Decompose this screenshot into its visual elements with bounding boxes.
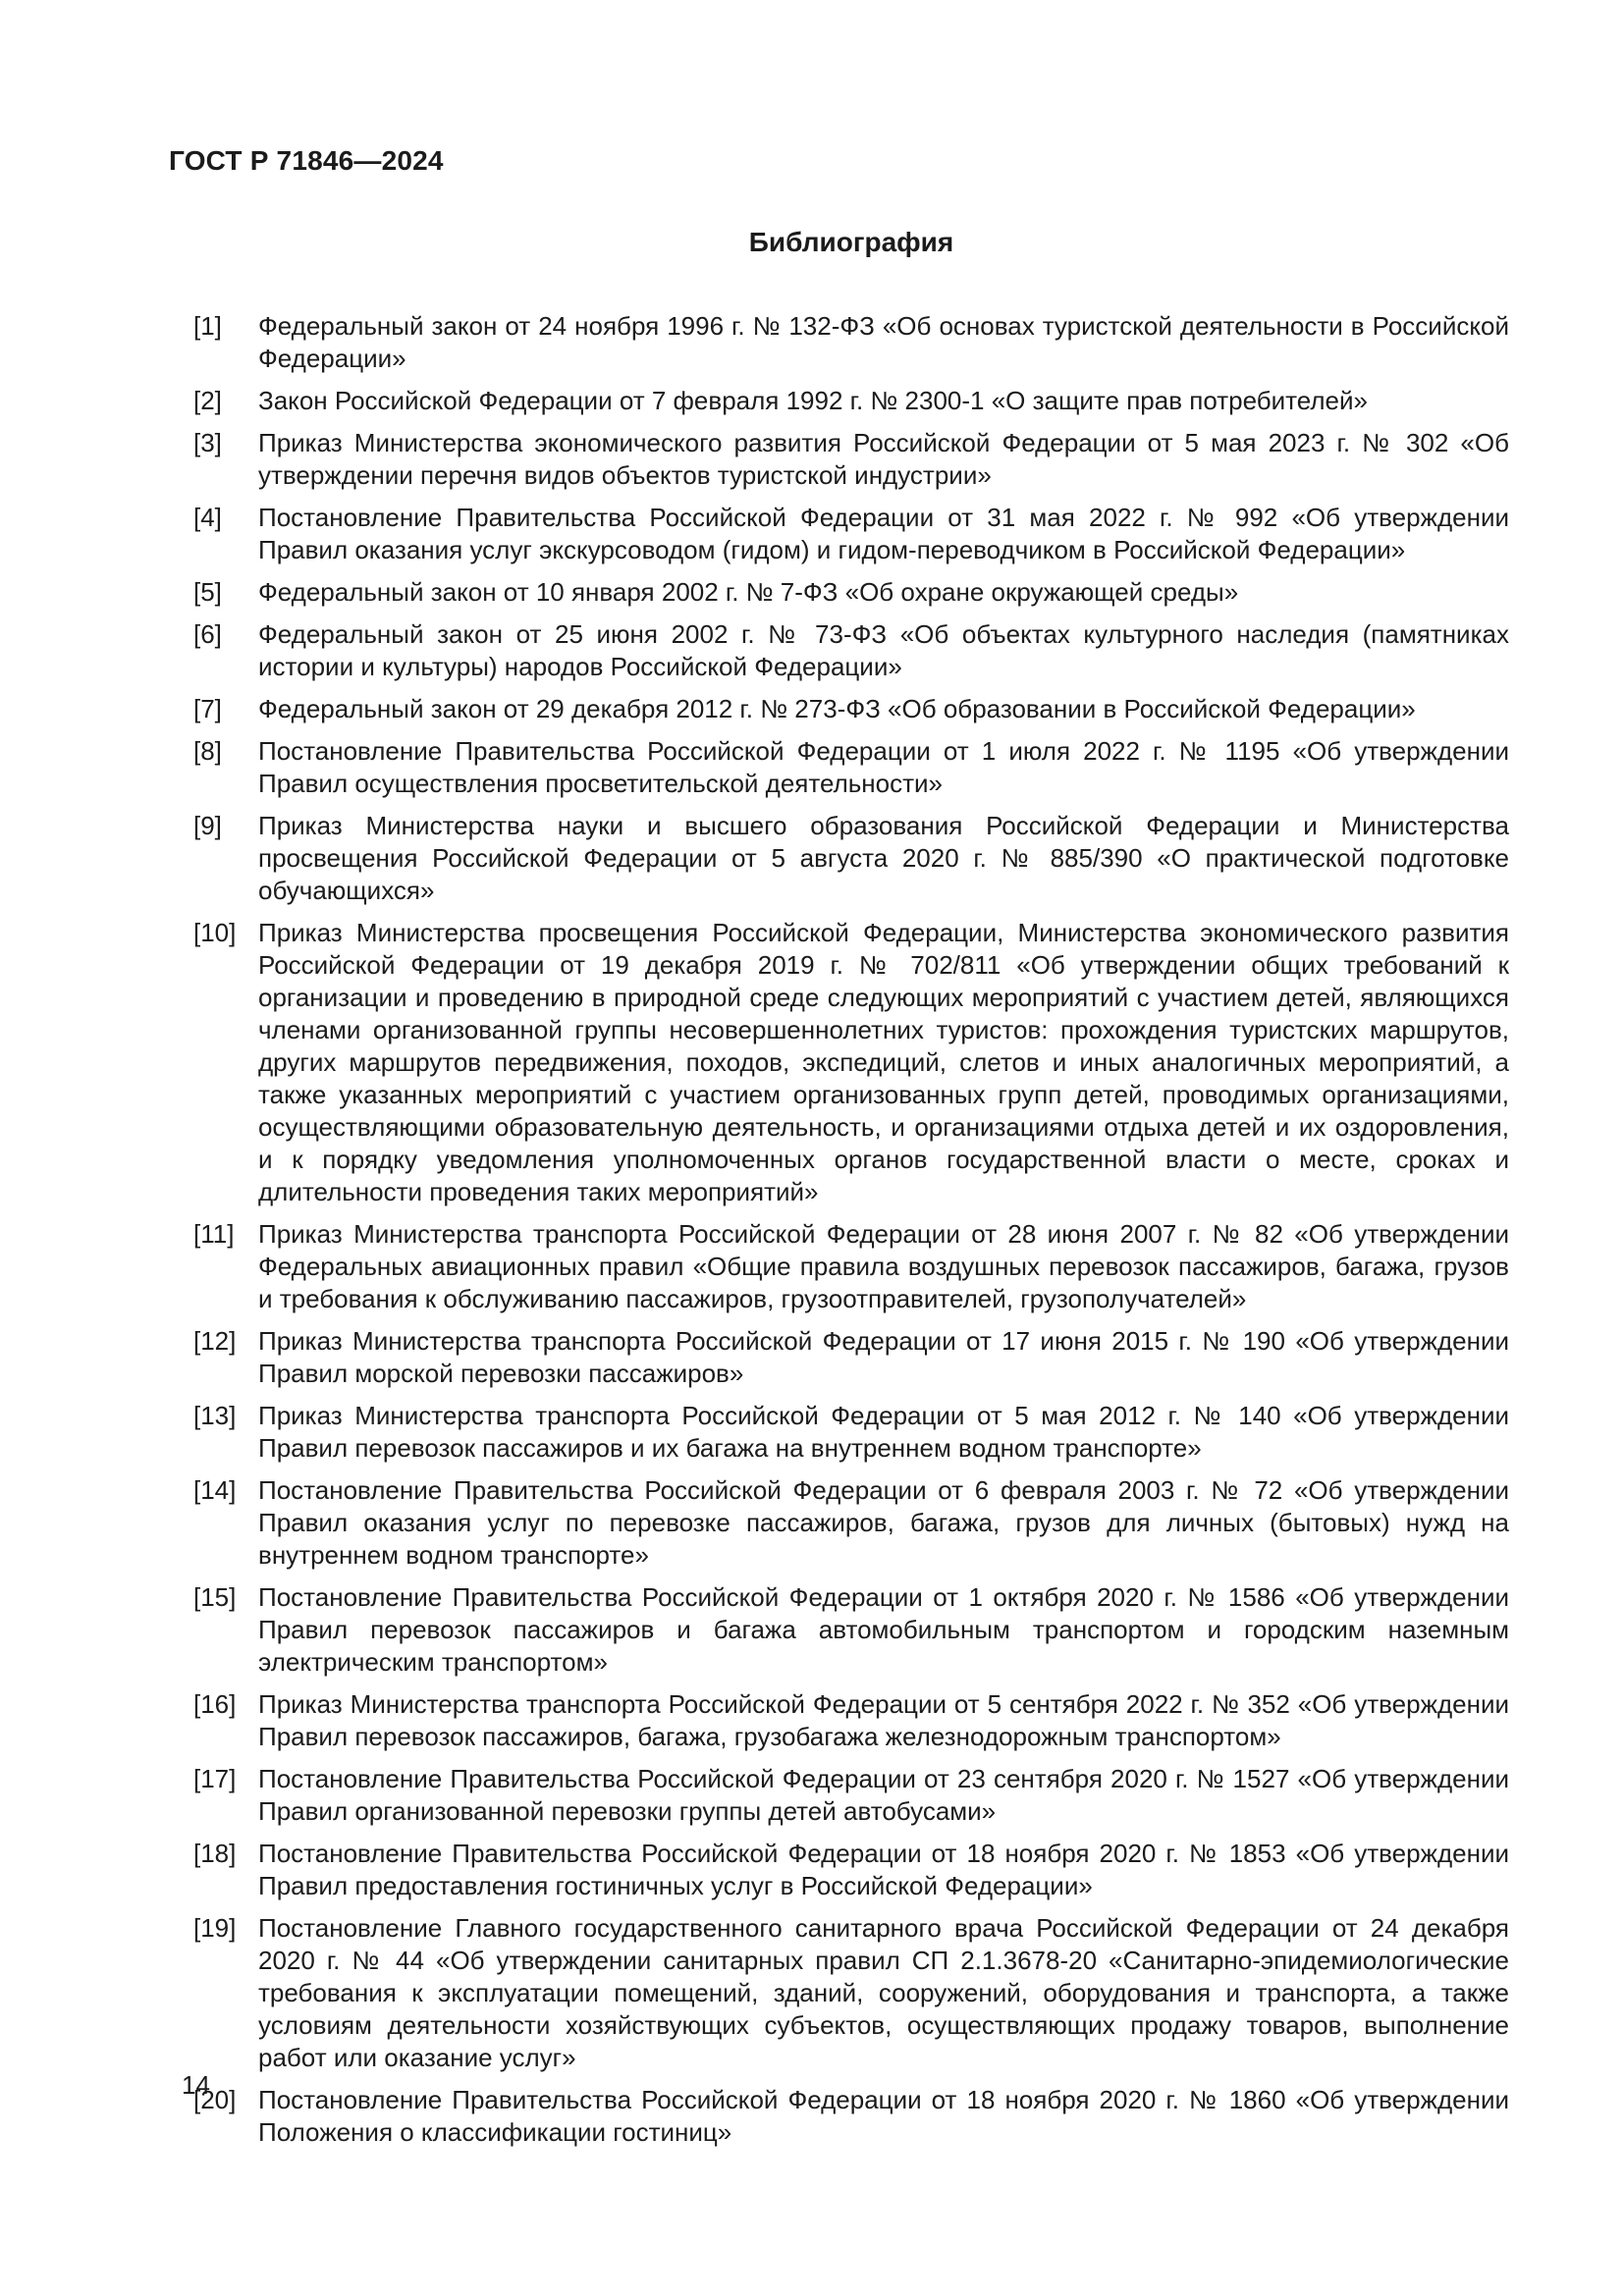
item-marker: [20] — [193, 2085, 237, 2114]
bibliography-item — [193, 1400, 1509, 1465]
item-marker: [12] — [193, 1326, 237, 1356]
item-marker: [10] — [193, 918, 237, 947]
bibliography-item — [193, 735, 1509, 800]
item-marker: [5] — [193, 577, 222, 607]
item-text: Приказ Министерства транспорта Российской Федерации от 5 сентября 2022 г. № 352 «Об утверждении Правил перевозок пассажиров, багажа, грузобагажа железнодорожным транспортом» — [258, 1689, 1509, 1751]
item-marker: [8] — [193, 736, 222, 766]
item-marker: [11] — [193, 1219, 235, 1249]
item-text: Федеральный закон от 29 декабря 2012 г. № 273-ФЗ «Об образовании в Российской Федерации» — [258, 694, 1416, 723]
item-marker: [16] — [193, 1689, 237, 1719]
bibliography-item — [193, 576, 1509, 609]
item-marker: [18] — [193, 1839, 237, 1868]
item-text: Приказ Министерства транспорта Российской Федерации от 17 июня 2015 г. № 190 «Об утверждении Правил морской перевозки пассажиров» — [258, 1326, 1509, 1388]
item-text: Федеральный закон от 24 ноября 1996 г. № 132-ФЗ «Об основах туристской деятельности в Российской Федерации» — [258, 311, 1509, 373]
item-marker: [13] — [193, 1401, 237, 1430]
standard-code-header: ГОСТ Р 71846—2024 — [169, 145, 444, 176]
item-marker: [14] — [193, 1475, 237, 1505]
item-text: Приказ Министерства транспорта Российской Федерации от 28 июня 2007 г. № 82 «Об утверждении Федеральных авиационных правил «Общие правила воздушных перевозок пассажиров, багажа, грузов и требования к обслуживанию пассажиров, грузоотправителей, грузополучателей» — [258, 1219, 1509, 1313]
item-marker: [19] — [193, 1913, 237, 1943]
bibliography-item — [193, 1912, 1509, 2074]
page-number: 14 — [182, 2070, 210, 2100]
bibliography-item — [193, 310, 1509, 375]
bibliography-item — [193, 502, 1509, 566]
item-text: Постановление Главного государственного санитарного врача Российской Федерации от 24 декабря 2020 г. № 44 «Об утверждении санитарных правил СП 2.1.3678-20 «Санитарно-эпидемиологические требования к эксплуатации помещений, зданий, сооружений, оборудования и транспорта, а также условиям деятельности хозяйствующих субъектов, осуществляющих продажу товаров, выполнение работ или оказание услуг» — [258, 1913, 1509, 2072]
item-text: Закон Российской Федерации от 7 февраля 1992 г. № 2300-1 «О защите прав потребителей» — [258, 386, 1368, 415]
item-text: Постановление Правительства Российской Федерации от 23 сентября 2020 г. № 1527 «Об утверждении Правил организованной перевозки группы детей автобусами» — [258, 1764, 1509, 1826]
bibliography-item — [193, 1581, 1509, 1679]
item-marker: [9] — [193, 811, 222, 840]
bibliography-item — [193, 1218, 1509, 1315]
item-text: Постановление Правительства Российской Федерации от 1 октября 2020 г. № 1586 «Об утверждении Правил перевозок пассажиров и багажа автомобильным транспортом и городским наземным электрическим транспортом» — [258, 1582, 1509, 1677]
item-text: Приказ Министерства просвещения Российской Федерации, Министерства экономического развития Российской Федерации от 19 декабря 2019 г. № 702/811 «Об утверждении общих требований к организации и проведению в природной среде следующих мероприятий с участием детей, являющихся членами организованной группы несовершеннолетних туристов: прохождения туристских маршрутов, других маршрутов передвижения, походов, экспедиций, слетов и иных аналогичных мероприятий, а также указанных мероприятий с участием организованных групп детей, проводимых организациями, осуществляющими образовательную деятельность, и организациями отдыха детей и их оздоровления, и к порядку уведомления уполномоченных органов государственной власти о месте, сроках и длительности проведения таких мероприятий» — [258, 918, 1509, 1206]
item-marker: [3] — [193, 428, 222, 457]
item-marker: [7] — [193, 694, 222, 723]
item-marker: [4] — [193, 503, 222, 532]
bibliography-item — [193, 1474, 1509, 1572]
bibliography-item — [193, 2084, 1509, 2149]
item-text: Приказ Министерства экономического развития Российской Федерации от 5 мая 2023 г. № 302 «Об утверждении перечня видов объектов туристской индустрии» — [258, 428, 1509, 490]
item-marker: [15] — [193, 1582, 237, 1612]
item-marker: [1] — [193, 311, 222, 341]
bibliography-item — [193, 693, 1509, 725]
item-text: Постановление Правительства Российской Федерации от 18 ноября 2020 г. № 1860 «Об утверждении Положения о классификации гостиниц» — [258, 2085, 1509, 2147]
bibliography-item — [193, 1688, 1509, 1753]
page-title: Библиография — [748, 227, 954, 257]
bibliography-item — [193, 427, 1509, 492]
item-marker: [2] — [193, 386, 222, 415]
bibliography-item — [193, 810, 1509, 907]
bibliography-item — [193, 1838, 1509, 1902]
bibliography-item — [193, 1763, 1509, 1828]
item-text: Федеральный закон от 10 января 2002 г. № 7-ФЗ «Об охране окружающей среды» — [258, 577, 1239, 607]
bibliography-item — [193, 1325, 1509, 1390]
bibliography-item — [193, 385, 1509, 417]
item-text: Постановление Правительства Российской Федерации от 6 февраля 2003 г. № 72 «Об утверждении Правил оказания услуг по перевозке пассажиров, багажа, грузов для личных (бытовых) нужд на внутреннем водном транспорте» — [258, 1475, 1509, 1570]
bibliography-item — [193, 618, 1509, 683]
item-text: Постановление Правительства Российской Федерации от 1 июля 2022 г. № 1195 «Об утверждении Правил осуществления просветительской деятельности» — [258, 736, 1509, 798]
item-marker: [17] — [193, 1764, 237, 1793]
item-text: Федеральный закон от 25 июня 2002 г. № 73-ФЗ «Об объектах культурного наследия (памятниках истории и культуры) народов Российской Федерации» — [258, 619, 1509, 681]
bibliography-item — [193, 917, 1509, 1208]
item-text: Постановление Правительства Российской Федерации от 18 ноября 2020 г. № 1853 «Об утверждении Правил предоставления гостиничных услуг в Российской Федерации» — [258, 1839, 1509, 1900]
item-marker: [6] — [193, 619, 222, 649]
item-text: Приказ Министерства науки и высшего образования Российской Федерации и Министерства просвещения Российской Федерации от 5 августа 2020 г. № 885/390 «О практической подготовке обучающихся» — [258, 811, 1509, 905]
item-text: Постановление Правительства Российской Федерации от 31 мая 2022 г. № 992 «Об утверждении Правил оказания услуг экскурсоводом (гидом) и гидом-переводчиком в Российской Федерации» — [258, 503, 1509, 564]
item-text: Приказ Министерства транспорта Российской Федерации от 5 мая 2012 г. № 140 «Об утверждении Правил перевозок пассажиров и их багажа на внутреннем водном транспорте» — [258, 1401, 1509, 1463]
bibliography-list — [193, 310, 1509, 2159]
